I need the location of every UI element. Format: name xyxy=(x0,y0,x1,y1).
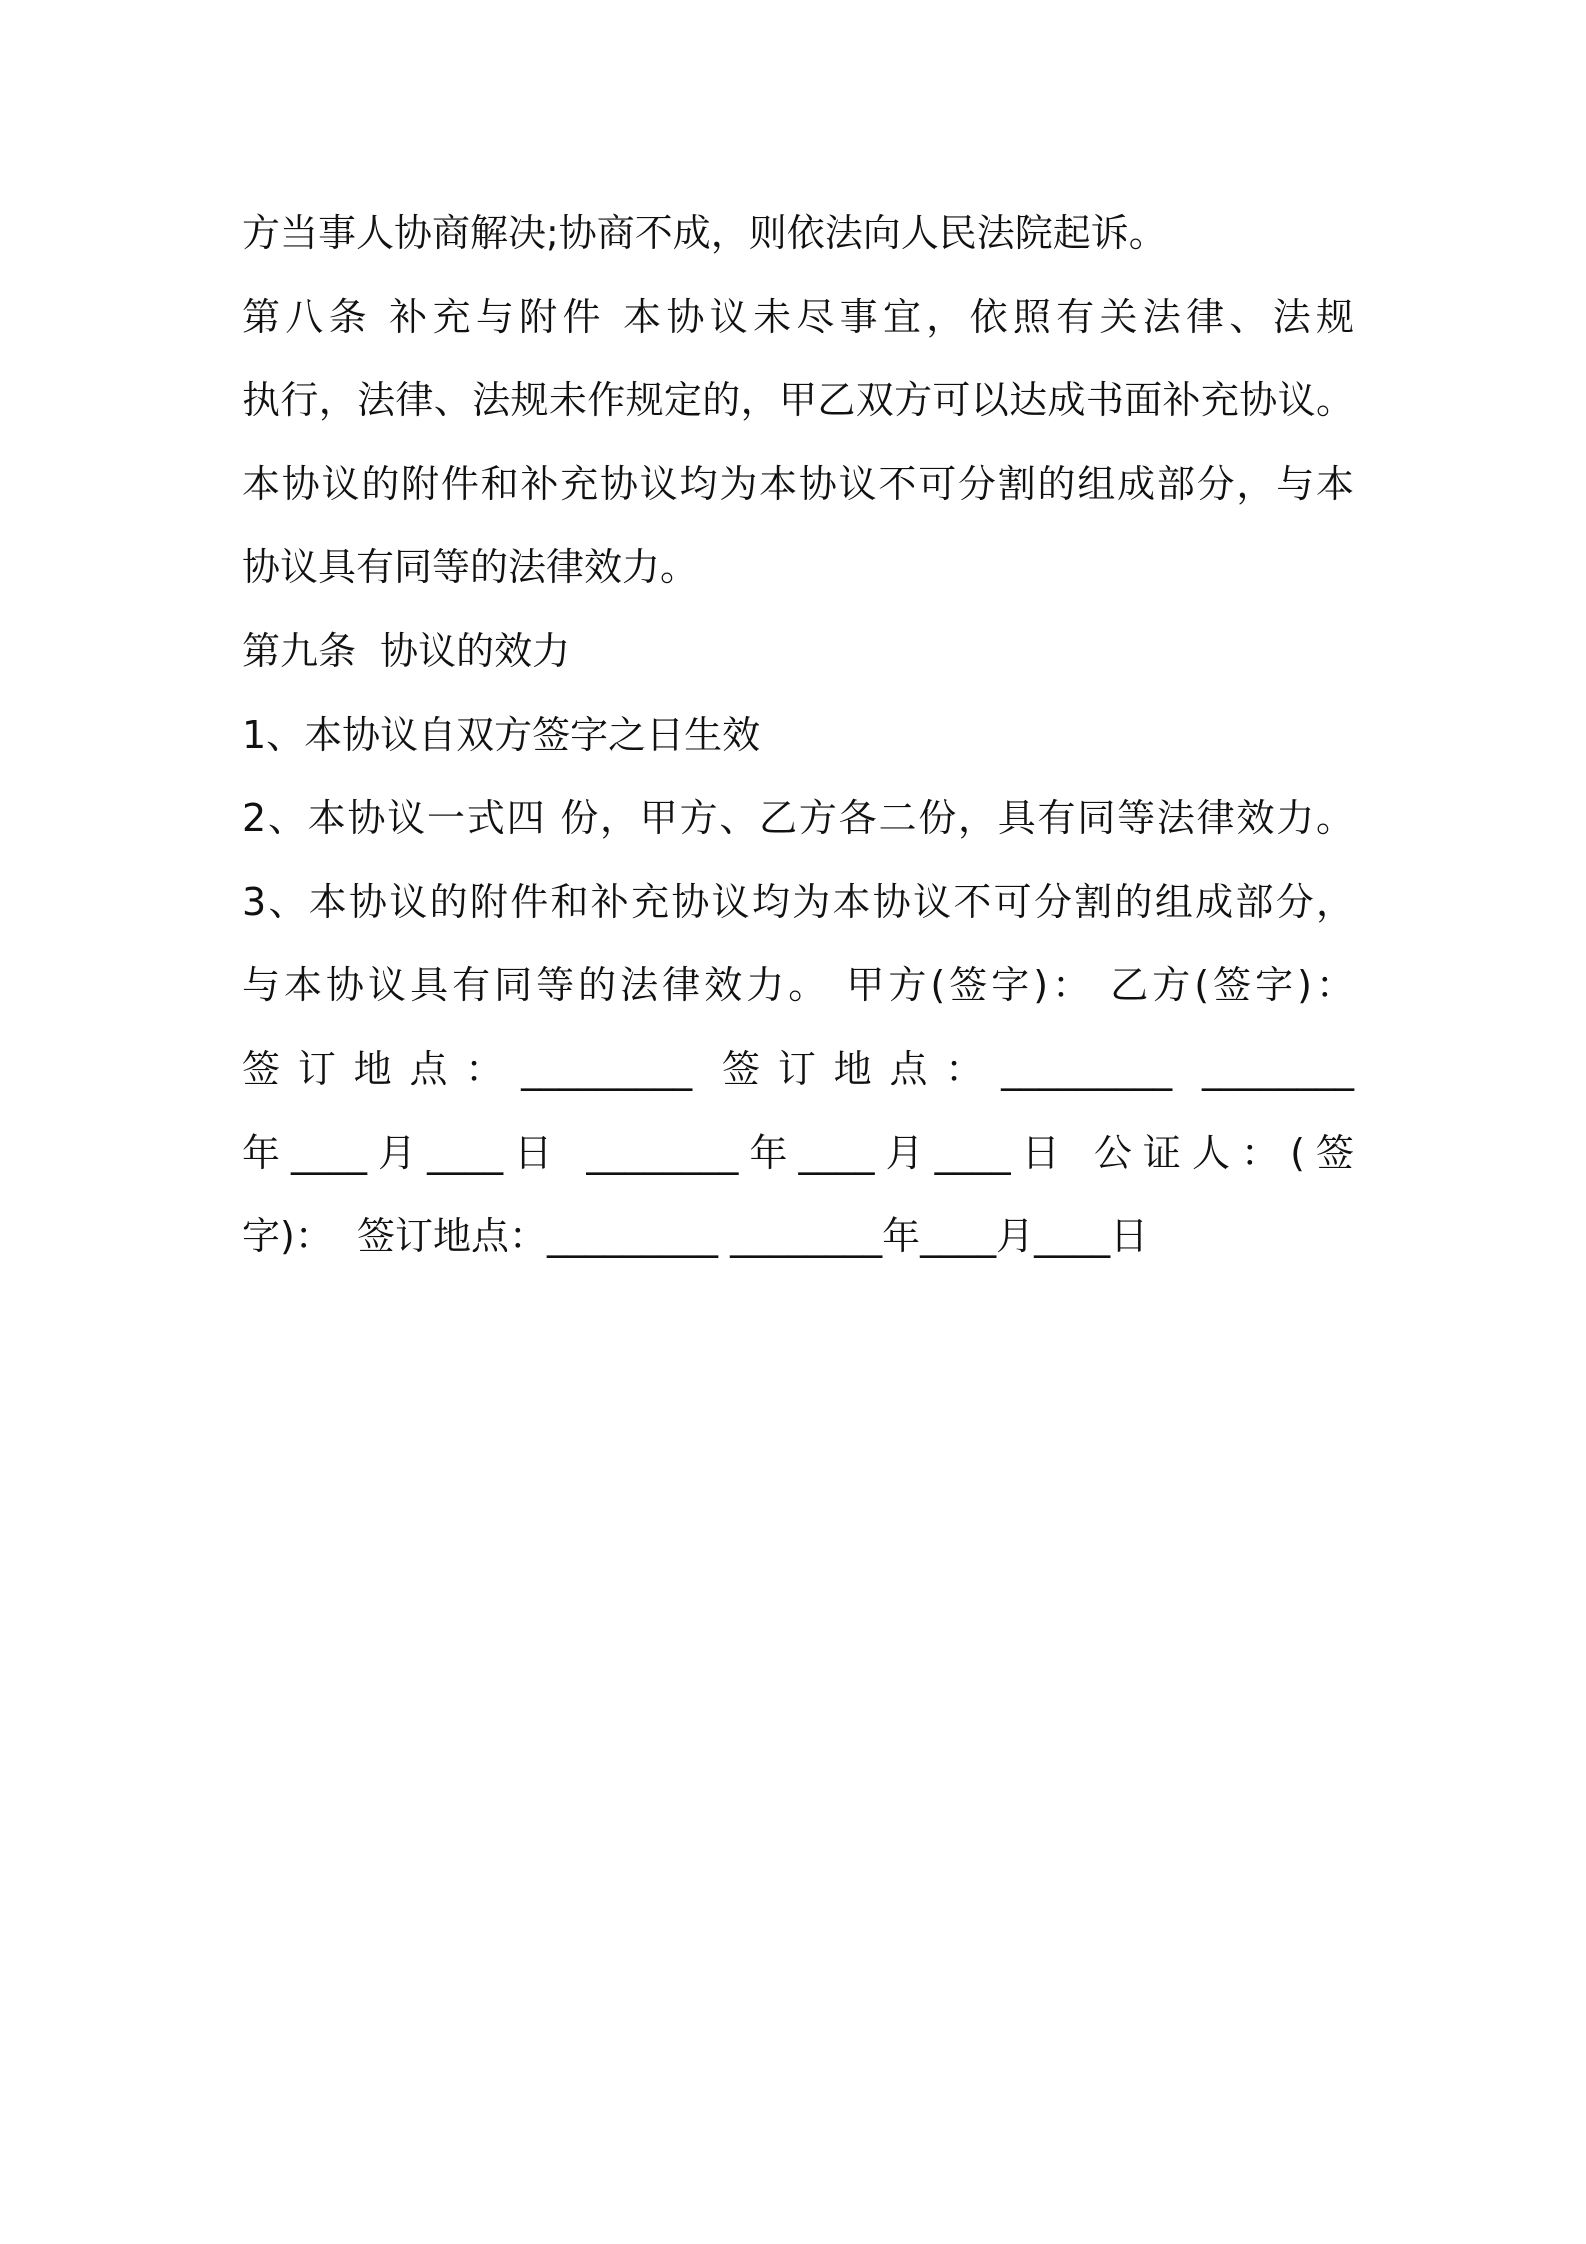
document-body xyxy=(242,192,1354,1279)
section-heading-article-9: 第九条 协议的效力 xyxy=(242,628,571,673)
text-line-3: 执行，法律、法规未作规定的，甲乙双方可以达成书面补充协议。 xyxy=(242,378,1354,423)
signature-line: 与本协议具有同等的法律效力。 甲方(签字)： 乙方(签字)： xyxy=(242,963,1354,1008)
text-line-1: 方当事人协商解决;协商不成，则依法向人民法院起诉。 xyxy=(242,211,1167,255)
text-line-5: 协议具有同等的法律效力。 xyxy=(242,545,699,590)
date-notary-line: 年____月____日 ________年____月____日 公证人：(签 xyxy=(242,1130,1354,1175)
signing-place-line: 签订地点：_________ 签订地点：_________ ________ xyxy=(242,1046,1354,1091)
list-item-1: 1、本协议自双方签字之日生效 xyxy=(242,712,761,757)
list-item-3: 3、本协议的附件和补充协议均为本协议不可分割的组成部分， xyxy=(242,879,1354,924)
text-line-2: 第八条 补充与附件 本协议未尽事宜，依照有关法律、法规 xyxy=(242,294,1354,339)
text-line-4: 本协议的附件和补充协议均为本协议不可分割的组成部分，与本 xyxy=(242,461,1354,506)
notary-signing-line: 字)： 签订地点：_________ ________年____月____日 xyxy=(242,1214,1149,1259)
list-item-2: 2、本协议一式四 份，甲方、乙方各二份，具有同等法律效力。 xyxy=(242,796,1354,841)
